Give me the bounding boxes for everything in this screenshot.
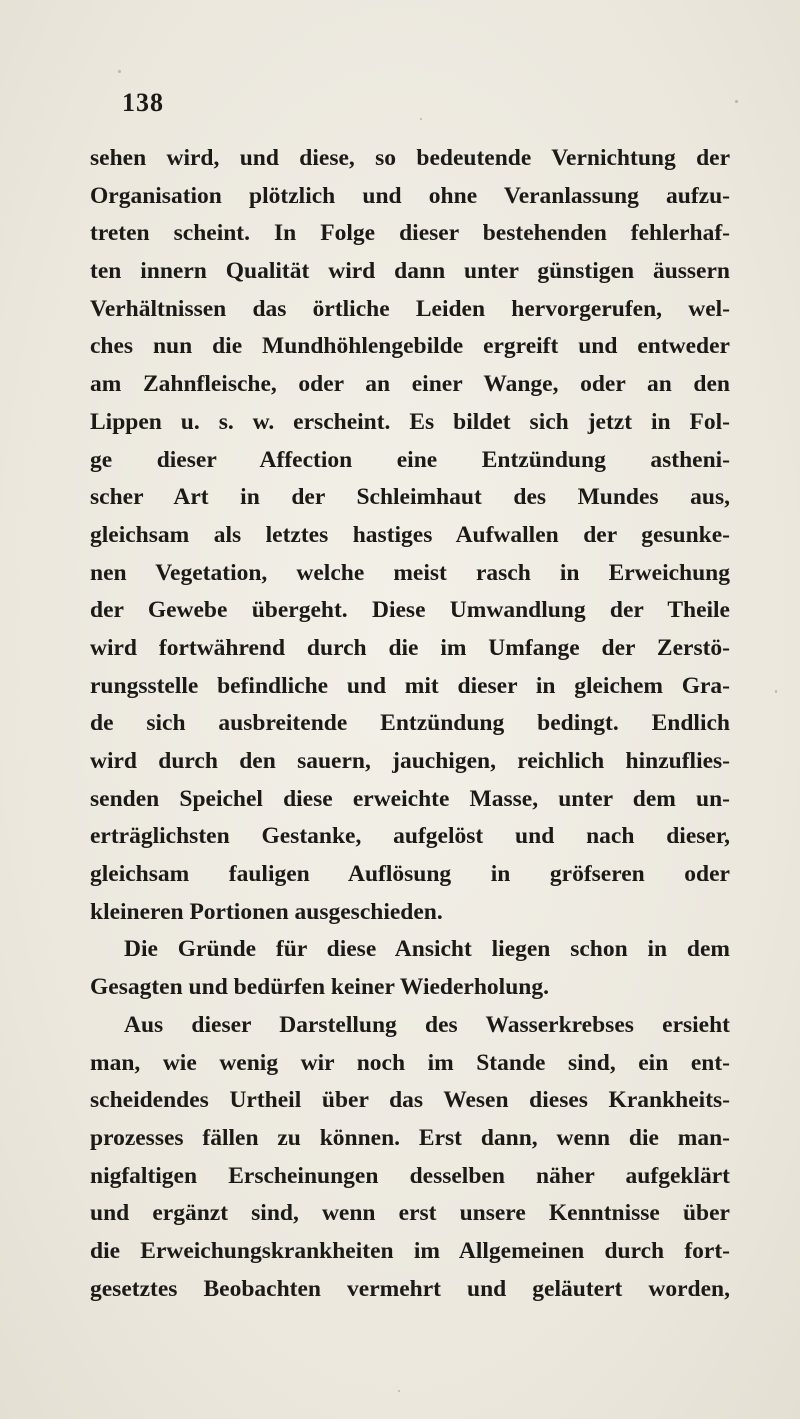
page-number: 138: [122, 88, 164, 117]
text-line: Organisation plötzlich und ohne Veranlassung aufzu-: [90, 182, 730, 209]
text-line: prozesses fällen zu können. Erst dann, wenn die man-: [90, 1124, 730, 1151]
paper-speck: [735, 100, 738, 103]
text-line: sehen wird, und diese, so bedeutende Vernichtung der: [90, 145, 730, 171]
paper-speck: [398, 1390, 400, 1392]
text-line: Verhältnissen das örtliche Leiden hervorgerufen, wel-: [90, 295, 730, 322]
text-line: der Gewebe übergeht. Diese Umwandlung der Theile: [90, 597, 730, 624]
text-line: Lippen u. s. w. erscheint. Es bildet sich jetzt in Fol-: [90, 408, 730, 435]
text-line: nen Vegetation, welche meist rasch in Erweichung: [90, 559, 730, 586]
text-line: am Zahnfleische, oder an einer Wange, oder an den: [90, 371, 730, 398]
text-line: Die Gründe für diese Ansicht liegen schon in dem: [124, 936, 730, 963]
text-line: nigfaltigen Erscheinungen desselben näher aufgeklärt: [90, 1162, 730, 1189]
text-line: erträglichsten Gestanke, aufgelöst und nach dieser,: [90, 823, 730, 850]
text-line: scheidendes Urtheil über das Wesen dieses Krankheits-: [90, 1087, 730, 1114]
text-line: wird fortwährend durch die im Umfange der Zerstö-: [90, 634, 730, 661]
text-line: die Erweichungskrankheiten im Allgemeinen durch fort-: [90, 1237, 730, 1264]
text-line: gleichsam als letztes hastiges Aufwallen der gesunke-: [90, 521, 730, 548]
text-line: ten innern Qualität wird dann unter günstigen äussern: [90, 258, 730, 285]
text-line: scher Art in der Schleimhaut des Mundes aus,: [90, 484, 730, 511]
text-line: Aus dieser Darstellung des Wasserkrebses ersieht: [124, 1011, 730, 1038]
text-line: wird durch den sauern, jauchigen, reichlich hinzuflies-: [90, 748, 730, 774]
text-line: gesetztes Beobachten vermehrt und geläutert worden,: [90, 1275, 730, 1302]
text-line: treten scheint. In Folge dieser bestehenden fehlerhaf-: [90, 220, 730, 247]
text-line: Gesagten und bedürfen keiner Wiederholung.: [90, 974, 549, 1001]
text-line: und ergänzt sind, wenn erst unsere Kenntnisse über: [90, 1200, 730, 1227]
text-line: rungsstelle befindliche und mit dieser in gleichem Gra-: [90, 672, 730, 699]
paper-speck: [420, 118, 422, 120]
text-line: gleichsam fauligen Auflösung in gröfseren oder: [90, 861, 730, 888]
text-line: man, wie wenig wir noch im Stande sind, ein ent-: [90, 1049, 730, 1076]
paper-speck: [775, 690, 777, 693]
text-line: kleineren Portionen ausgeschieden.: [90, 898, 443, 925]
paper-speck: [118, 70, 121, 73]
text-line: ches nun die Mundhöhlengebilde ergreift und entweder: [90, 333, 730, 360]
body-text: [90, 140, 730, 1308]
text-line: ge dieser Affection eine Entzündung astheni-: [90, 446, 730, 473]
text-line: senden Speichel diese erweichte Masse, unter dem un-: [90, 785, 730, 812]
text-line: de sich ausbreitende Entzündung bedingt. Endlich: [90, 710, 730, 737]
